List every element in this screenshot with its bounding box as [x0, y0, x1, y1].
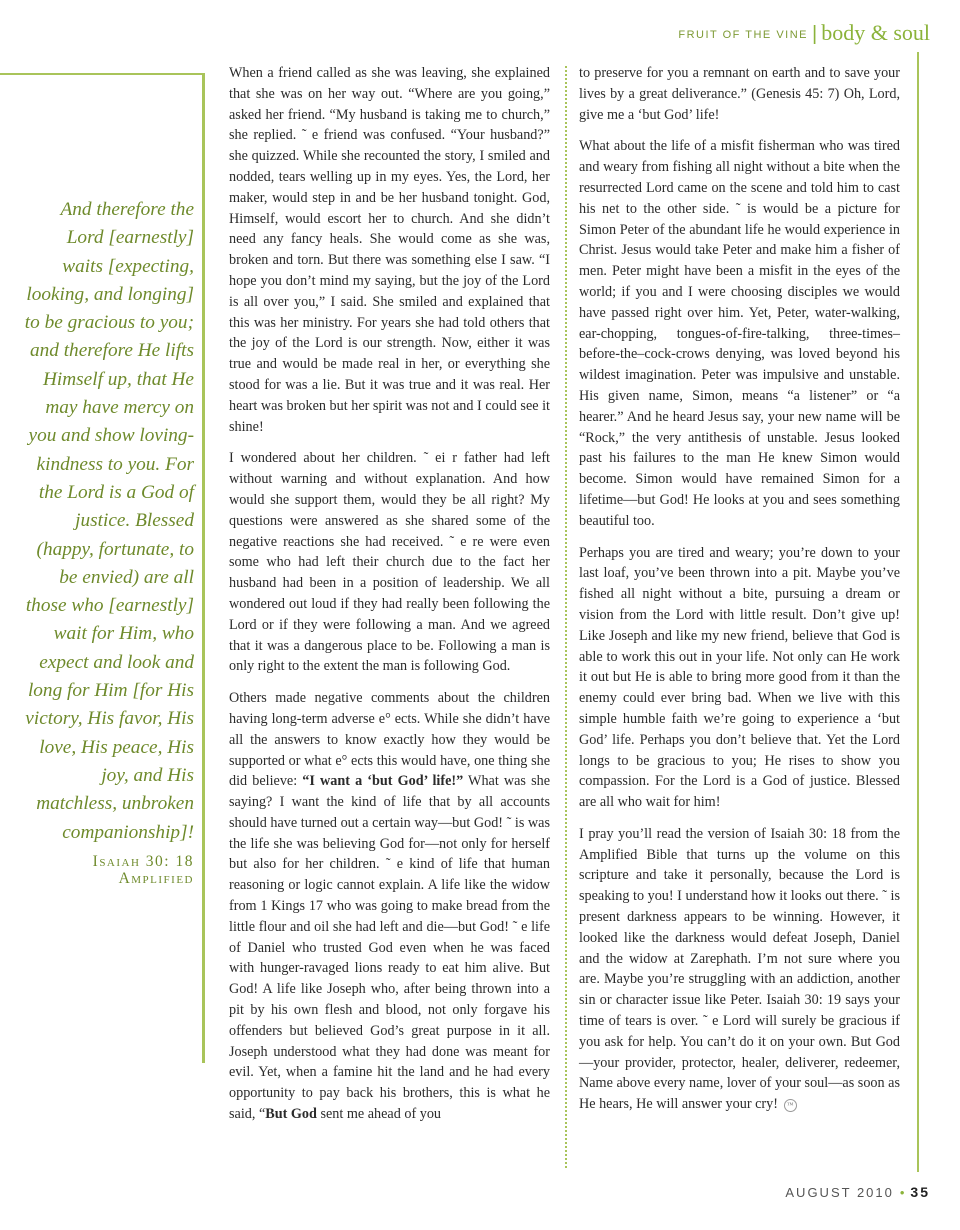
magazine-section-title: body & soul: [821, 20, 930, 45]
top-rule: [0, 73, 204, 75]
citation-reference: Isaiah 30: 18: [92, 852, 194, 870]
article-column-1: [229, 63, 550, 1136]
paragraph: Perhaps you are tired and weary; you’re down to your last loaf, you’ve been thrown into a pit. Maybe you’ve fished all night without a bite, pursuing a dream or vision from the Lord with little result. Don’t give up! Like Joseph and like my new friend, believe that God is able to work this out in your life. Not only can He work it out but He is able to bring more good from it than the enemy could ever bring bad. When we live with this simple humble faith we’re going to experience a ‘but God’ life. Perhaps you don’t believe that. Yet the Lord longs to be gracious to you; He rises to show you compassion. For the Lord is a God of justice. Blessed are all who wait for him!: [579, 544, 900, 811]
header-separator: |: [812, 23, 818, 45]
pullquote-side-rule: [202, 73, 205, 1063]
paragraph: [579, 824, 900, 1115]
paragraph: What about the life of a misfit fisherman who was tired and weary from fishing all night without a bite when the resurrected Lord came on the scene and told him to cast his net to the other side. ˜ is would be a picture for Simon Peter of the abundant life he would experience in Christ. Jesus would take Peter and make him a fisher of men. Peter might have been a misfit in the eyes of the world; if you and I were choosing disciples we would have passed right over him. Yet, Peter, water-walking, ear-chopping, tongues-of-fire-talking, three-times–before-the–cock-crows denying, was loved beyond his wildest imagination. Peter was impulsive and unstable. His given name, Simon, means “a listener” or “a hearer.” And he heard Jesus say, your new name will be “Rock,” the very antithesis of unstable. Jesus looked past his failures to the man He knew Simon would become. Simon would have remained Simon for a lifetime—but God! He looks at you and sees something beautiful too.: [579, 138, 900, 529]
folio-bullet: •: [899, 1185, 905, 1200]
issue-date: AUGUST 2010: [785, 1185, 894, 1200]
paragraph-text: I pray you’ll read the version of Isaiah 30: 18 from the Amplified Bible that turns up the volume on this scripture and take it personally, because the Lord is speaking to you! I understand how it looks out there. ˜ is present darkness appears to be winning. However, it looked like the darkness would defeat Joseph, Daniel and the widow at Zarephath. I’m not sure where you are. Maybe you’re struggling with an addiction, another sin or character issue like Peter. Isaiah 30: 19 says your time of tears is over. ˜ e Lord will surely be gracious if you ask for help. You can’t do it on your own. But God—your provider, protector, healer, deliverer, redeemer, Name above every name, lover of your soul—as soon as He hears, He will answer your cry!: [579, 825, 900, 1113]
section-label: FRUIT OF THE VINE: [678, 29, 808, 41]
paragraph-text: sent me ahead of you: [316, 1106, 442, 1123]
right-rule: [917, 52, 919, 1172]
page-folio: [785, 1184, 930, 1202]
pullquote: [22, 196, 194, 887]
emphasis-quote: “I want a ‘but God’ life!”: [302, 773, 464, 790]
pullquote-citation: [22, 853, 194, 887]
page-number: 35: [910, 1184, 930, 1200]
pullquote-text: And therefore the Lord [earnestly] waits [expecting, looking, and longing] to be gracious to you; and therefore He lifts Himself up, that He may have mercy on you and show loving-kindness to you. For the Lord is a God of justice. Blessed (happy, fortunate, to be envied) are all those who [earnestly] wait for Him, who expect and look and long for Him [for His victory, His favor, His love, His peace, His joy, and His matchless, unbroken companionship]!: [24, 199, 194, 843]
paragraph: to preserve for you a remnant on earth and to save your lives by a great deliverance.” (Genesis 45: 7) Oh, Lord, give me a ‘but God’ life!: [579, 65, 900, 123]
end-mark-icon: ™: [784, 1099, 797, 1112]
running-header: [678, 20, 930, 46]
paragraph: When a friend called as she was leaving, she explained that she was on her way out. “Where are you going,” asked her friend. “My husband is taking me to church,” she replied. ˜ e friend was confused. “Your husband?” she quizzed. While she recounted the story, I smiled and nodded, tears welling up in my eyes. Yes, the Lord, her maker, would step in and be her husband tonight. God, Himself, would escort her to church. And she didn’t need any fancy heals. She would come as she was, broken and torn. But there was something else I saw. “I hope you don’t mind my saying, but the joy of the Lord is all over you,” I said. She smiled and explained that this was her ministry. For years she had told others that the joy of the Lord is our strength. Now, either it was true and would be made real in her, or everything she stood for was a lie. But it was true and it was real. Her heart was broken but her spirit was not and I could see it shine!: [229, 65, 550, 435]
paragraph-text: What was she saying? I want the kind of life that by all accounts should have turned out a certain way—but God! ˜ is was the life she was believing God for—not only for herself but also for her children. ˜ e kind of life that human reasoning or logic cannot explain. A life like the widow from 1 Kings 17 who was going to make bread from the little flour and oil she had left and die—but God! ˜ e life of Daniel who trusted God even when he was faced with hunger-ravaged lions ready to eat him alive. But God! A life like Joseph who, after being thrown into a pit by his own flesh and blood, not only forgave his offenders but believed God’s great purpose in it all. Joseph understood what they had done was meant for evil. Yet, when a famine hit the land and he had every opportunity to pay back his brothers, this is what he said, “: [229, 773, 550, 1123]
paragraph: I wondered about her children. ˜ ei r father had left without warning and without explanation. And how would she support them, would they be all right? My questions were answered as she shared some of the negative reactions she had received. ˜ e re were even some who had left their church due to the fact her husband had been in a position of leadership. We all wondered out loud if they had really been following the Lord or if they were following a man. And we agreed that it was a dangerous place to be. Following a man is only right to the extent the man is following God.: [229, 450, 550, 675]
column-divider: [565, 66, 567, 1168]
emphasis-but-god: But God: [265, 1106, 317, 1123]
paragraph-text: Others made negative comments about the children having long-term adverse e° ects. While she didn’t have all the answers to know exactly how they would be supported or what e° ects this would have, one thing she did believe:: [229, 690, 550, 790]
paragraph: [229, 688, 550, 1125]
article-column-2: [579, 63, 900, 1126]
citation-version: Amplified: [118, 869, 194, 887]
